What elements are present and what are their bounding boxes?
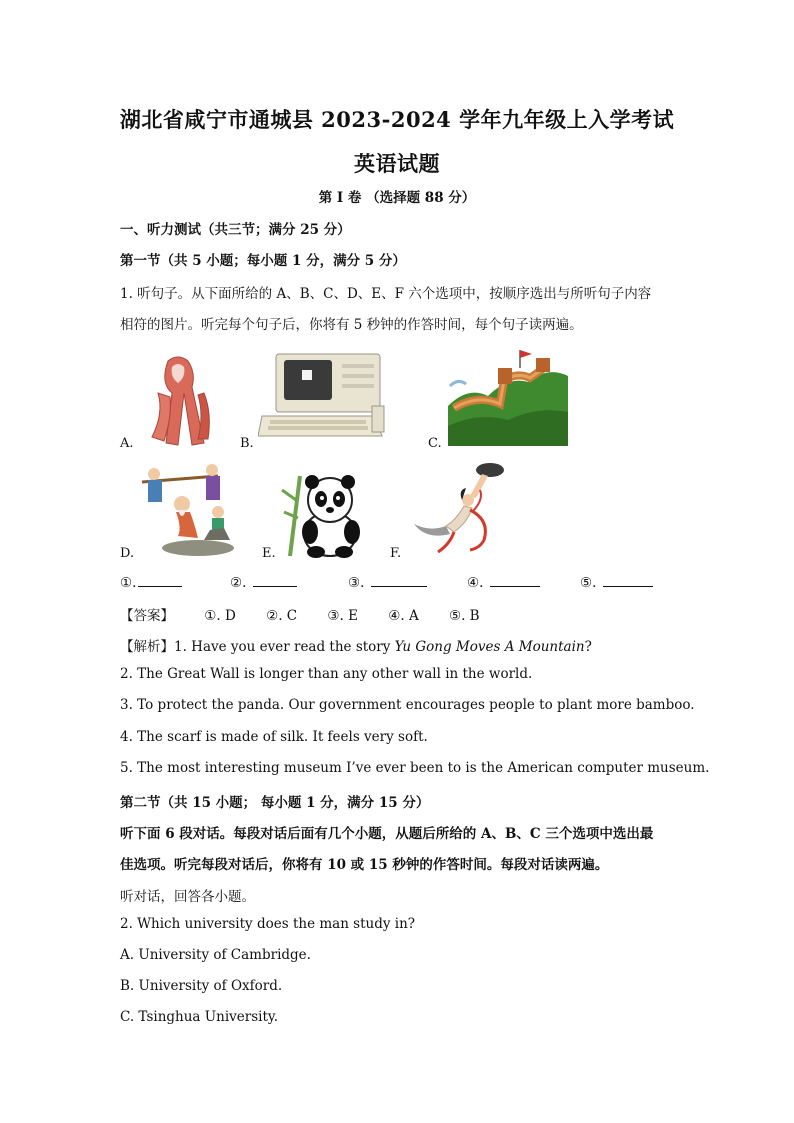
blank-1[interactable]: ①. [120, 574, 182, 591]
blank-4[interactable]: ④. [467, 574, 540, 591]
option-label-e: E. [262, 546, 276, 561]
option-label-f: F. [390, 546, 402, 561]
q1-instruction-line1: 1. 听句子。从下面所给的 A、B、C、D、E、F 六个选项中，按顺序选出与所听句子内容 [120, 286, 652, 302]
section2-heading: 第二节（共 15 小题； 每小题 1 分，满分 15 分） [120, 795, 430, 811]
yu-gong-icon [138, 462, 238, 558]
section1-heading: 第一节（共 5 小题；每小题 1 分，满分 5 分） [120, 253, 406, 269]
flying-fairy-icon [410, 460, 514, 556]
option-label-c: C. [428, 436, 442, 451]
answer-3: ③. E [327, 608, 358, 624]
option-label-d: D. [120, 546, 135, 561]
answer-1: ①. D [204, 608, 236, 624]
question-2-option-a[interactable]: A. University of Cambridge. [120, 947, 311, 963]
analysis-3: 3. To protect the panda. Our government encourages people to plant more bamboo. [120, 697, 695, 713]
question-2-option-b[interactable]: B. University of Oxford. [120, 978, 283, 994]
answer-label: 【答案】 [120, 608, 174, 624]
blank-3[interactable]: ③. [348, 574, 427, 591]
scarf-icon [138, 353, 218, 453]
part1-heading: 一、听力测试（共三节；满分 25 分） [120, 222, 351, 238]
q1-instruction-line2: 相符的图片。听完每个句子后，你将有 5 秒钟的作答时间，每个句子读两遍。 [120, 317, 583, 333]
blank-2[interactable]: ②. [230, 574, 297, 591]
computer-icon [258, 350, 386, 446]
option-label-b: B. [240, 436, 254, 451]
analysis-1: 【解析】1. Have you ever read the story Yu Gong Moves A Mountain? [120, 639, 592, 655]
panda-icon [280, 470, 370, 558]
answer-row [120, 604, 506, 624]
analysis-2: 2. The Great Wall is longer than any other wall in the world. [120, 666, 533, 682]
question-2: 2. Which university does the man study in? [120, 916, 416, 932]
analysis-4: 4. The scarf is made of silk. It feels very soft. [120, 729, 428, 745]
exam-subtitle: 英语试题 [354, 151, 440, 176]
section2-instruction-line2: 佳选项。听完每段对话后，你将有 10 或 15 秒钟的作答时间。每段对话读两遍。 [120, 857, 609, 873]
question-2-option-c[interactable]: C. Tsinghua University. [120, 1009, 279, 1025]
dialog-instruction: 听对话，回答各小题。 [120, 889, 255, 905]
answer-5: ⑤. B [449, 608, 480, 624]
section2-instruction-line1: 听下面 6 段对话。每段对话后面有几个小题，从题后所给的 A、B、C 三个选项中选出最 [120, 826, 654, 842]
answer-4: ④. A [388, 608, 419, 624]
blank-5[interactable]: ⑤. [580, 574, 653, 591]
exam-title: 湖北省咸宁市通城县 2023-2024 学年九年级上入学考试 [119, 107, 675, 132]
analysis-5: 5. The most interesting museum I’ve ever been to is the American computer museum. [120, 760, 710, 776]
option-label-a: A. [120, 436, 134, 451]
answer-2: ②. C [266, 608, 298, 624]
great-wall-icon [448, 346, 568, 446]
volume-heading: 第 I 卷 （选择题 88 分） [318, 190, 476, 206]
